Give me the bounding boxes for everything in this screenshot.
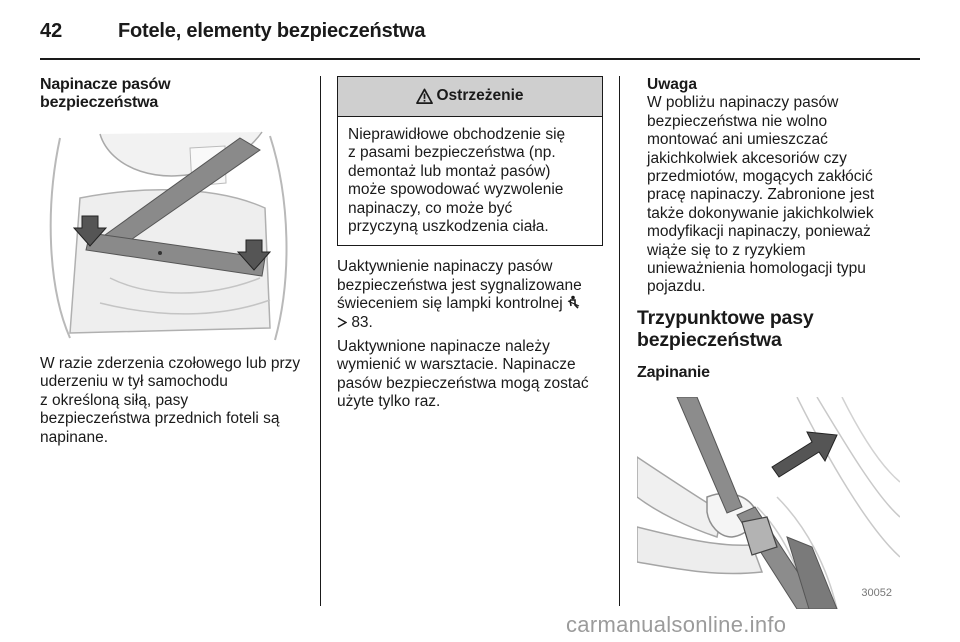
- warning-box: [337, 76, 603, 246]
- left-column: [40, 76, 308, 447]
- reference-arrow-icon: [337, 317, 347, 328]
- note-title: Uwaga: [647, 76, 697, 93]
- middle-column: [337, 76, 603, 412]
- replacement-paragraph: Uaktywnione napinacze należy wymienić w warsztacie. Napinacze pasów bezpieczeństwa mogą zostać użyte tylko raz.: [337, 338, 589, 411]
- section-heading: Napinacze pasów bezpieczeństwa: [40, 76, 171, 111]
- note-block: Uwaga W pobliżu napinaczy pasów bezpieczeństwa nie wolno montować ani umieszczać jakichkolwiek akcesoriów czy przedmiotów, mogących zakłócić pracę napinaczy. Zabronione jest także dokonywanie jakichkolwiek modyfikacji napinaczy, ponieważ wiąże się to z ryzykiem unieważnienia homologacji typu pojazdu.: [620, 76, 900, 297]
- watermark: carmanualsonline.info: [566, 612, 787, 637]
- warning-title: Ostrzeżenie: [436, 87, 524, 105]
- seatbelt-illustration: [40, 128, 302, 342]
- page-header: [40, 20, 920, 60]
- page-title: Fotele, elementy bezpieczeństwa: [118, 20, 426, 42]
- seatbelt-pretensioner-figure: [40, 128, 302, 342]
- column-divider: [320, 76, 321, 606]
- page-number: 42: [40, 20, 63, 42]
- fastening-illustration: [637, 397, 900, 609]
- section-heading: Trzypunktowe pasy bezpieczeństwa: [637, 306, 814, 351]
- seatbelt-fastening-figure: [637, 397, 900, 609]
- warning-triangle-icon: [416, 88, 433, 105]
- activation-paragraph: Uaktywnienie napinaczy pasów bezpieczeństwa jest sygnalizowane świeceniem się lampki kontrolnej 83.: [337, 258, 603, 332]
- pretensioner-description: W razie zderzenia czołowego lub przy uderzeniu w tył samochodu z określoną siłą, pasy bezpieczeństwa przednich foteli są napinane.: [40, 355, 301, 446]
- fastening-subheading: Zapinanie: [637, 363, 710, 381]
- page-reference[interactable]: 83.: [337, 314, 603, 332]
- airbag-indicator-icon: [567, 295, 581, 310]
- header-rule: [40, 58, 920, 60]
- right-column: [620, 76, 900, 609]
- warning-text: Nieprawidłowe obchodzenie się z pasami bezpieczeństwa (np. demontaż lub montaż pasów) może spowodować wyzwolenie napinaczy, co może być przyczyną uszkodzenia ciała.: [348, 126, 566, 236]
- figure-number: 30052: [861, 587, 892, 600]
- warning-header: [338, 77, 602, 117]
